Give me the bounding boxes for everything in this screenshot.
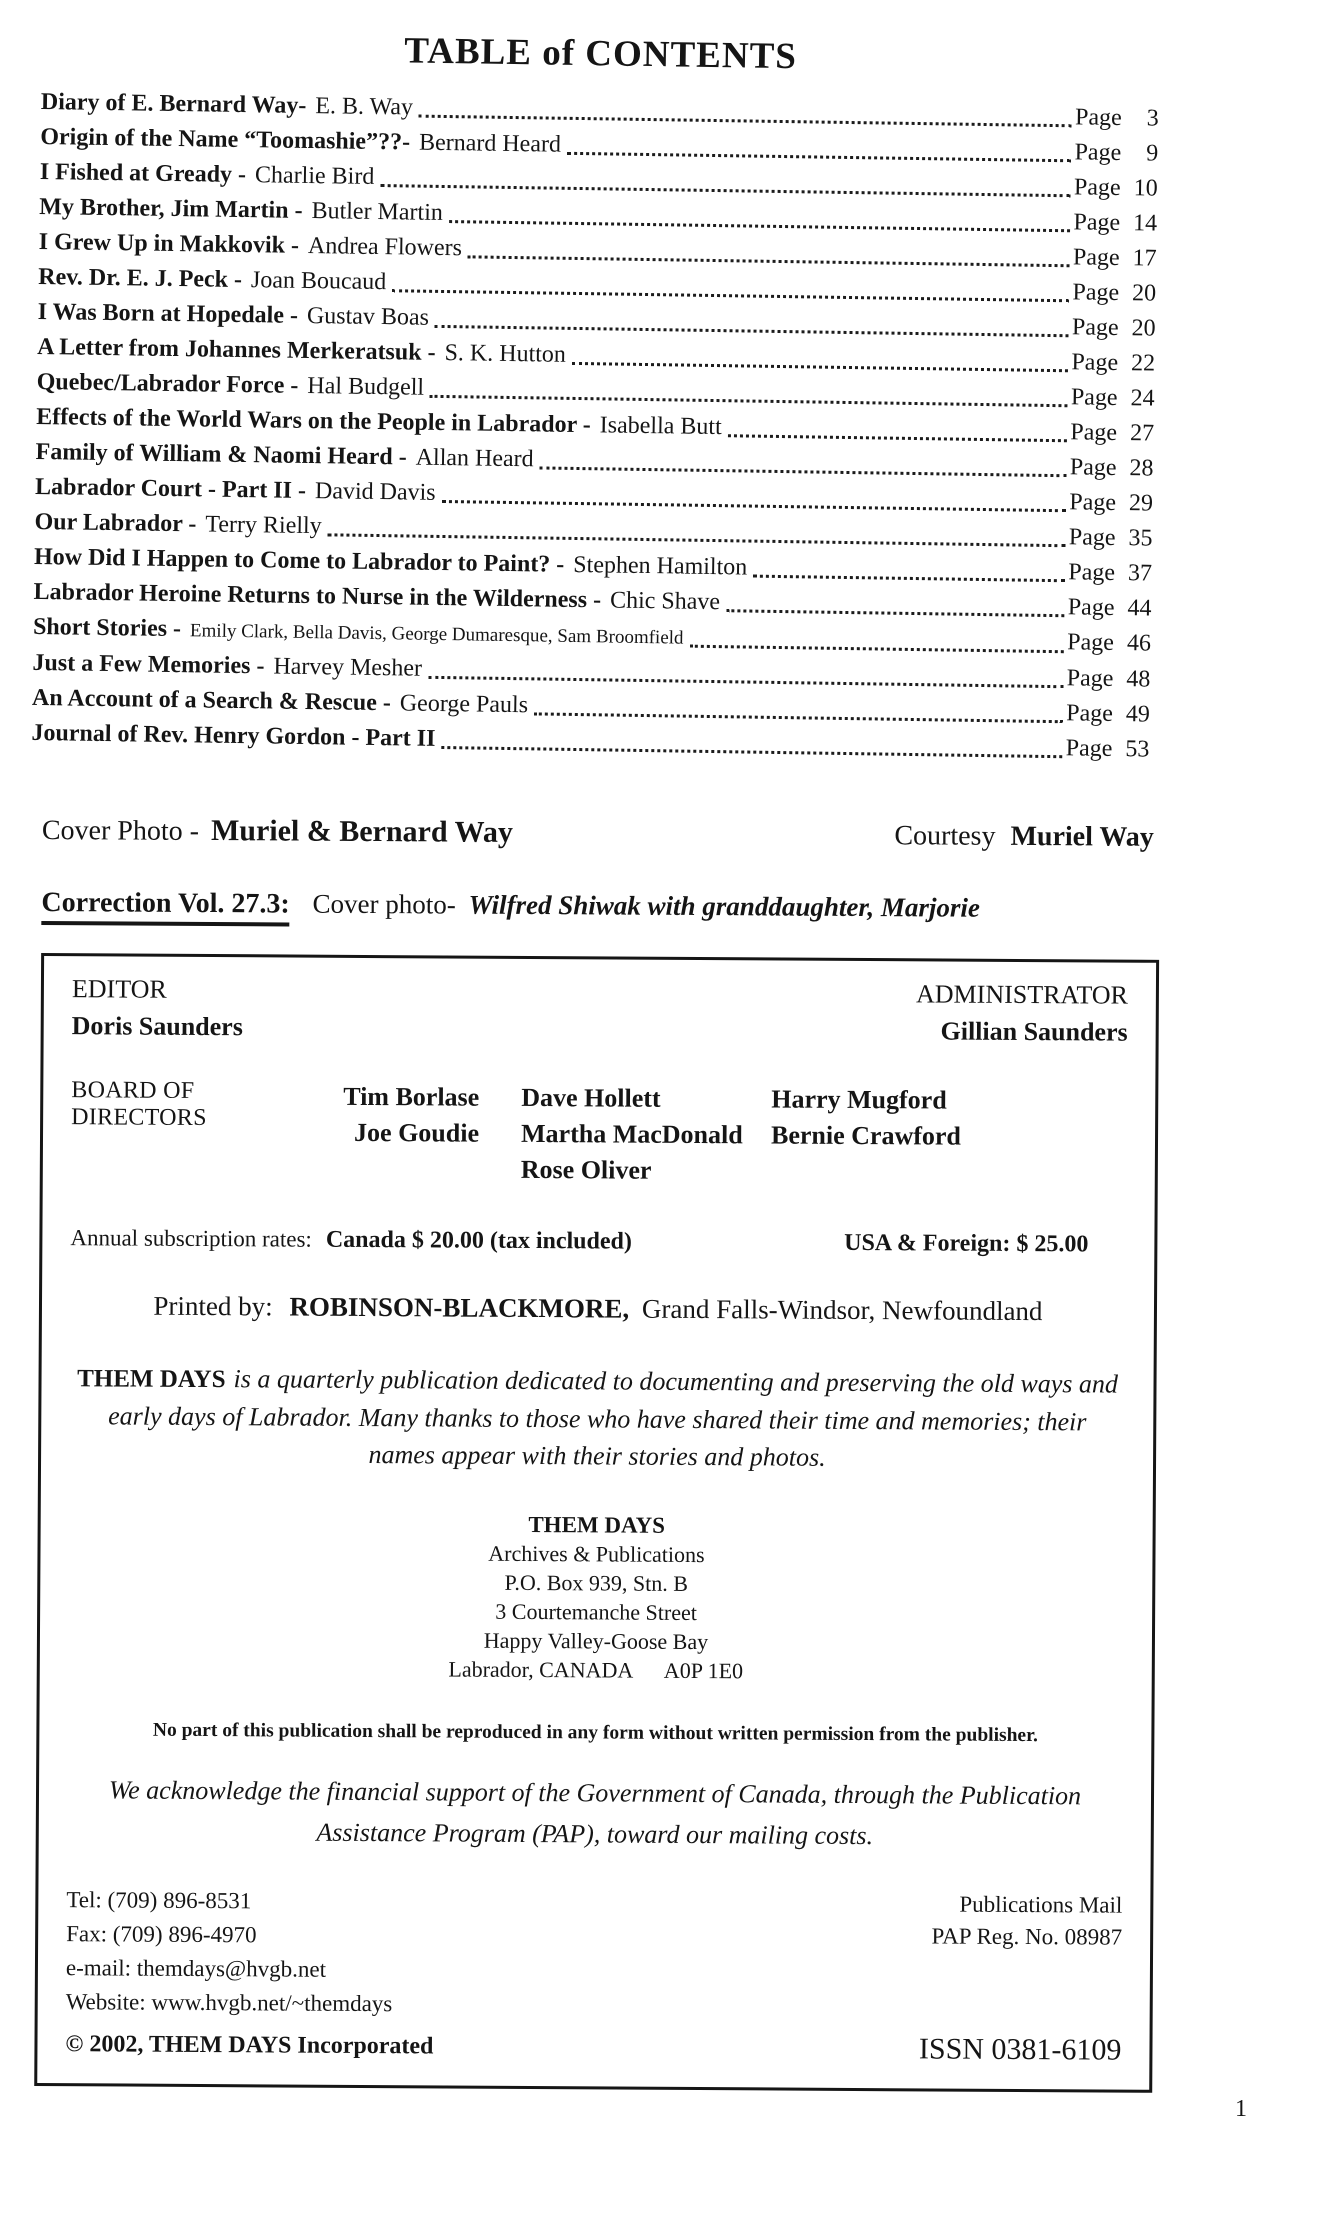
cover-photo-line xyxy=(42,813,1160,854)
toc-page-ref xyxy=(1071,345,1155,381)
email: e-mail: themdays@hvgb.net xyxy=(65,1955,327,1982)
dotted-leader xyxy=(572,362,1069,372)
toc-entry-title: Just a Few Memories - xyxy=(32,649,265,680)
page-word: Page xyxy=(1066,665,1114,692)
page-word: Page xyxy=(1065,735,1113,762)
toc-entry-title: Labrador Court - Part II - xyxy=(34,473,307,504)
toc-page-ref xyxy=(1066,661,1150,697)
toc-entry-author: Joan Boucaud xyxy=(250,267,387,296)
page-title: TABLE of CONTENTS xyxy=(404,30,798,78)
dotted-leader xyxy=(534,712,1063,723)
board-member-name: Bernie Crawford xyxy=(770,1120,962,1151)
toc-page-ref xyxy=(1065,731,1149,767)
page-number: 20 xyxy=(1131,280,1157,307)
toc-page-ref xyxy=(1075,100,1159,136)
toc-entry-author: Emily Clark, Bella Davis, George Dumaresque, Sam Broomfield xyxy=(189,620,684,649)
masthead-box xyxy=(34,953,1159,2093)
page-word: Page xyxy=(1073,209,1121,237)
page-word: Page xyxy=(1068,559,1116,586)
toc-entry-title: My Brother, Jim Martin - xyxy=(39,193,303,224)
dotted-leader xyxy=(728,434,1068,442)
page-word: Page xyxy=(1069,454,1117,481)
toc-entry-author: Bernard Heard xyxy=(418,129,562,158)
page-word: Page xyxy=(1070,419,1118,446)
publisher-address xyxy=(68,1507,1125,1687)
toc-entry-author: Terry Rielly xyxy=(205,511,322,540)
page-number: 9 xyxy=(1146,140,1159,167)
folio-page-number: 1 xyxy=(1235,2096,1247,2122)
board-of-directors-columns xyxy=(321,1079,1128,1192)
address-line: Happy Valley-Goose Bay xyxy=(483,1627,709,1655)
toc-entry-title: Family of William & Naomi Heard - xyxy=(35,438,407,471)
board-member-name: Dave Hollett xyxy=(521,1082,661,1113)
dotted-leader xyxy=(726,609,1065,617)
toc-page-ref xyxy=(1066,696,1150,732)
subscription-foreign: USA & Foreign: $ 25.00 xyxy=(844,1229,1089,1258)
toc-entry-author: Gustav Boas xyxy=(306,302,430,331)
contact-block xyxy=(65,1883,434,2063)
board-member-name: Rose Oliver xyxy=(520,1154,652,1185)
board-member-name: Martha MacDonald xyxy=(520,1118,743,1150)
toc-page-ref xyxy=(1070,415,1154,451)
toc-entry-author: Allan Heard xyxy=(415,444,534,473)
subscription-rates-line xyxy=(70,1225,1126,1258)
dotted-leader xyxy=(468,255,1070,267)
subscription-label: Annual subscription rates: xyxy=(70,1225,312,1252)
toc-entry-author: Andrea Flowers xyxy=(307,232,463,262)
toc-entry-author: David Davis xyxy=(314,478,436,506)
toc-entry-title: Short Stories - xyxy=(32,613,182,643)
editor-label: EDITOR xyxy=(71,974,167,1004)
page-number: 27 xyxy=(1129,420,1155,447)
acknowledgement: We acknowledge the financial support of the Government of Canada, through the Publication Assistance Program (PAP), toward our mailing costs. xyxy=(108,1775,1082,1851)
publisher-name: THEM DAYS xyxy=(528,1511,666,1538)
editor-name: Doris Saunders xyxy=(71,1011,243,1042)
toc-entry-title: How Did I Happen to Come to Labrador to Paint? - xyxy=(33,543,565,578)
address-lines xyxy=(68,1536,1125,1687)
toc-page-ref xyxy=(1072,275,1156,311)
administrator-block xyxy=(916,979,1128,1047)
correction-prefix: Cover photo- xyxy=(312,888,456,920)
page-word: Page xyxy=(1067,629,1115,656)
toc-entry-author: S. K. Hutton xyxy=(444,340,567,368)
page-word: Page xyxy=(1072,244,1120,272)
toc-entry-title: Diary of E. Bernard Way- xyxy=(40,88,307,119)
toc-entry-author: Butler Martin xyxy=(311,198,444,226)
page-word: Page xyxy=(1074,104,1122,132)
page-word: Page xyxy=(1073,174,1121,202)
dotted-leader xyxy=(380,184,1071,197)
board-member-name: Tim Borlase xyxy=(343,1081,480,1112)
page-number: 3 xyxy=(1146,105,1159,132)
toc-page-ref xyxy=(1074,170,1158,206)
cover-photo-names: Muriel & Bernard Way xyxy=(210,814,514,849)
page-number: 48 xyxy=(1126,666,1151,693)
toc-entry-author: Chic Shave xyxy=(609,587,721,616)
website: Website: www.hvgb.net/~themdays xyxy=(65,1989,393,2017)
page-word: Page xyxy=(1067,594,1115,621)
issn-number: ISSN 0381-6109 xyxy=(918,2032,1122,2067)
toc-entry-title: A Letter from Johannes Merkeratsuk - xyxy=(37,333,436,366)
correction-text: Wilfred Shiwak with granddaughter, Marjorie xyxy=(468,889,981,923)
board-member-name: Joe Goudie xyxy=(354,1117,480,1148)
dotted-leader xyxy=(392,289,1069,302)
dotted-leader xyxy=(753,575,1065,583)
address-line: 3 Courtemanche Street xyxy=(495,1598,698,1626)
toc-page-ref xyxy=(1072,310,1156,346)
page-number: 22 xyxy=(1130,350,1156,377)
page-number: 10 xyxy=(1133,175,1158,202)
mission-lead: THEM DAYS xyxy=(77,1365,226,1394)
toc-page-ref xyxy=(1070,450,1154,486)
mission-statement xyxy=(73,1359,1122,1477)
pap-registration: PAP Reg. No. 08987 xyxy=(931,1923,1123,1950)
toc-entry-title: Effects of the World Wars on the People in Labrador - xyxy=(35,403,591,439)
page-number: 49 xyxy=(1125,701,1151,728)
board-column xyxy=(321,1079,480,1188)
dotted-leader xyxy=(567,152,1072,162)
subscription-canada: Canada $ 20.00 (tax included) xyxy=(325,1226,632,1255)
toc-entry-title: Quebec/Labrador Force - xyxy=(36,368,299,399)
page-word: Page xyxy=(1070,384,1118,411)
toc-entry-author: Harvey Mesher xyxy=(273,653,423,682)
dotted-leader xyxy=(430,395,1068,407)
board-label: BOARD OF DIRECTORS xyxy=(71,1077,207,1132)
dotted-leader xyxy=(441,746,1062,758)
correction-label: Correction Vol. 27.3: xyxy=(41,887,290,927)
page-word: Page xyxy=(1074,139,1122,167)
board-column xyxy=(771,1081,1128,1191)
editor-block xyxy=(72,974,244,1042)
dotted-leader xyxy=(428,676,1064,688)
page-word: Page xyxy=(1069,489,1117,516)
printed-by-line xyxy=(70,1290,1126,1327)
page-number: 46 xyxy=(1126,630,1152,657)
page-number: 53 xyxy=(1125,736,1150,763)
toc-entry-author: E. B. Way xyxy=(315,93,414,121)
editor-administrator-row xyxy=(72,974,1128,1047)
cover-photo-label: Cover Photo - xyxy=(41,814,200,847)
page-number: 24 xyxy=(1130,385,1155,412)
page-number: 44 xyxy=(1127,595,1152,622)
toc-page-ref xyxy=(1071,380,1155,416)
page-number: 29 xyxy=(1128,490,1154,517)
dotted-leader xyxy=(449,220,1071,232)
toc-page-ref xyxy=(1069,485,1153,521)
courtesy-label: Courtesy xyxy=(894,820,996,852)
dotted-leader xyxy=(419,115,1072,128)
toc-entry-title: I Grew Up in Makkovik - xyxy=(38,228,300,259)
administrator-name: Gillian Saunders xyxy=(940,1016,1128,1047)
toc-entry-author: Charlie Bird xyxy=(254,162,375,190)
dotted-leader xyxy=(441,500,1066,512)
toc-page-ref xyxy=(1068,590,1152,626)
toc-page-ref xyxy=(1073,205,1157,241)
toc-entry-author: Isabella Butt xyxy=(599,412,722,441)
courtesy-name: Muriel Way xyxy=(1010,820,1154,853)
page-word: Page xyxy=(1071,349,1119,376)
address-line: Archives & Publications xyxy=(488,1540,705,1568)
mission-text: is a quarterly publication dedicated to documenting and preserving the old ways and early days of Labrador. Many thanks to those who have shared their time and memories; their names appear with their stories and photos. xyxy=(108,1364,1119,1472)
page-number: 35 xyxy=(1128,525,1153,552)
dotted-leader xyxy=(689,645,1064,654)
administrator-label: ADMINISTRATOR xyxy=(915,979,1128,1010)
toc-page-ref xyxy=(1074,135,1158,171)
page-number: 37 xyxy=(1127,560,1153,587)
dotted-leader xyxy=(539,466,1066,477)
printed-by-label: Printed by: xyxy=(153,1290,273,1322)
telephone: Tel: (709) 896-8531 xyxy=(66,1887,252,1914)
page-number: 28 xyxy=(1129,455,1154,482)
reproduction-notice: No part of this publication shall be reproduced in any form without written permission from the publisher. xyxy=(152,1719,1038,1747)
toc-entry-author: Stephen Hamilton xyxy=(573,551,748,581)
dotted-leader xyxy=(435,325,1069,337)
toc-entry-title: An Account of a Search & Rescue - xyxy=(31,684,392,717)
toc-page-ref xyxy=(1068,555,1152,591)
printer-location: Grand Falls-Windsor, Newfoundland xyxy=(641,1293,1043,1327)
page-number: 20 xyxy=(1131,315,1156,342)
board-column xyxy=(521,1080,772,1190)
toc-entry-author: George Pauls xyxy=(399,690,529,719)
toc-page-ref xyxy=(1069,520,1153,556)
toc-entry-title: Origin of the Name “Toomashie”??- xyxy=(40,123,411,156)
page-word: Page xyxy=(1072,279,1120,307)
correction-line xyxy=(41,887,1159,926)
publications-mail: Publications Mail xyxy=(959,1891,1123,1918)
mail-registration-block xyxy=(919,1888,1123,2067)
address-line: Labrador, CANADA A0P 1E0 xyxy=(448,1656,744,1684)
board-of-directors xyxy=(71,1077,1128,1191)
page-number: 17 xyxy=(1132,245,1157,272)
toc-entry-title: I Was Born at Hopedale - xyxy=(37,298,299,329)
page-word: Page xyxy=(1071,314,1119,342)
contact-section xyxy=(65,1883,1122,2067)
address-line: P.O. Box 939, Stn. B xyxy=(504,1569,689,1596)
toc-entry-title: Journal of Rev. Henry Gordon - Part II xyxy=(31,719,436,752)
page-word: Page xyxy=(1066,700,1114,727)
board-member-name: Harry Mugford xyxy=(771,1084,947,1115)
table-of-contents xyxy=(31,85,1159,768)
toc-entry-title: I Fished at Gready - xyxy=(39,158,247,189)
cover-photo-courtesy xyxy=(894,820,1154,854)
toc-entry-title: Our Labrador - xyxy=(34,508,197,538)
toc-entry-title: Rev. Dr. E. J. Peck - xyxy=(38,263,243,293)
toc-page-ref xyxy=(1067,625,1151,661)
toc-page-ref xyxy=(1073,240,1157,276)
toc-entry-title: Labrador Heroine Returns to Nurse in the Wilderness - xyxy=(33,578,602,614)
fax: Fax: (709) 896-4970 xyxy=(66,1921,257,1948)
page-word: Page xyxy=(1068,524,1116,551)
printer-name: ROBINSON-BLACKMORE, xyxy=(289,1291,630,1324)
copyright-line: © 2002, THEM DAYS Incorporated xyxy=(65,2031,434,2060)
page-number: 14 xyxy=(1132,210,1158,237)
toc-entry-author: Hal Budgell xyxy=(307,372,425,401)
